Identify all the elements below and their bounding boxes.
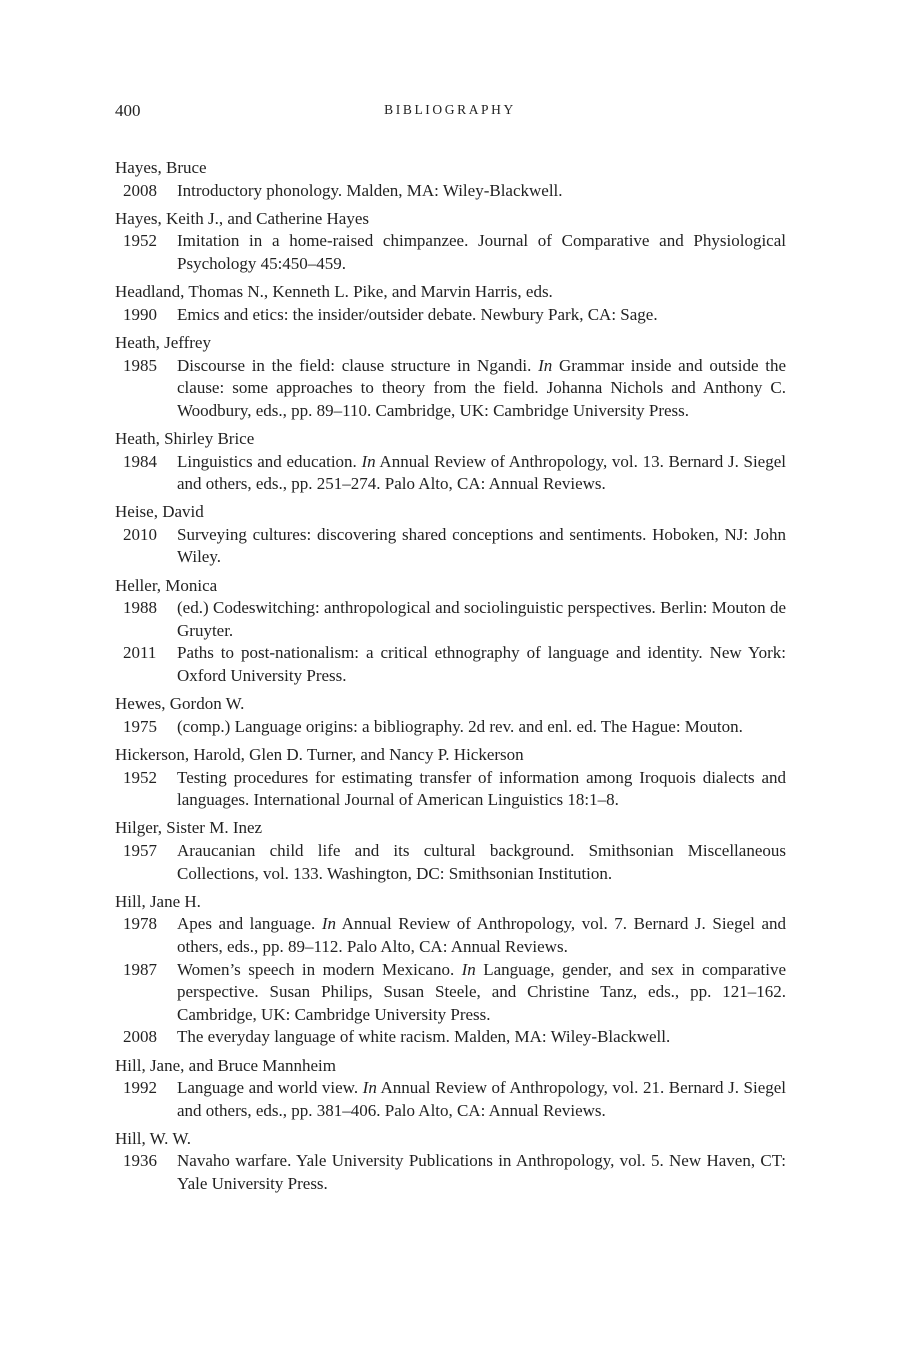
page-header — [115, 101, 785, 123]
reference-text: Testing procedures for estimating transfer of information among Iroquois dialects and languages. International Journal of American Linguistics 18:1–8. — [177, 767, 786, 810]
work-year: 2010 — [123, 524, 157, 544]
reference-text: Women’s speech in modern Mexicano. — [177, 959, 462, 979]
entry-works — [115, 767, 786, 812]
entry-work — [115, 304, 786, 327]
bibliography-entry — [115, 1128, 786, 1196]
reference-text-continued: Grammar inside and outside the clause: some approaches to theory from the field. Johanna Nichols and Anthony C. Woodbury, eds., pp. 89–110. Cambridge, UK: Cambridge University Press. — [177, 355, 786, 420]
bibliography-entry — [115, 501, 786, 569]
bibliography-entry — [115, 208, 786, 276]
entry-works — [115, 180, 786, 203]
work-year: 1952 — [123, 231, 157, 251]
entry-work — [115, 959, 786, 1027]
reference-text: Paths to post-nationalism: a critical ethnography of language and identity. New York: Oxford University Press. — [177, 643, 786, 686]
work-year: 1987 — [123, 959, 157, 979]
reference-text-continued: Annual Review of Anthropology, vol. 13. Bernard J. Siegel and others, eds., pp. 251–274. Palo Alto, CA: Annual Reviews. — [177, 451, 786, 494]
work-reference — [177, 304, 786, 327]
entry-work — [115, 597, 786, 642]
work-reference — [177, 230, 786, 275]
entry-works — [115, 716, 786, 739]
running-head: BIBLIOGRAPHY — [384, 102, 516, 117]
entry-works — [115, 1077, 786, 1122]
reference-text: Imitation in a home-raised chimpanzee. Journal of Comparative and Physiological Psychology 45:450–459. — [177, 231, 786, 273]
entry-works — [115, 355, 786, 423]
work-reference — [177, 524, 786, 569]
work-reference — [177, 716, 786, 739]
bibliography-entry — [115, 891, 786, 1049]
work-year: 1988 — [123, 598, 157, 618]
entry-author: Hayes, Bruce — [115, 158, 207, 177]
entry-author: Heath, Jeffrey — [115, 332, 211, 352]
entry-author: Heller, Monica — [115, 575, 218, 595]
entry-author: Hickerson, Harold, Glen D. Turner, and Nancy P. Hickerson — [115, 745, 524, 764]
entry-work — [115, 230, 786, 275]
entry-work — [115, 642, 786, 687]
bibliography-entry — [115, 1055, 786, 1123]
entry-author: Hill, W. W. — [115, 1128, 192, 1148]
reference-text: Navaho warfare. Yale University Publications in Anthropology, vol. 5. New Haven, CT: Yale University Press. — [177, 1151, 786, 1194]
work-reference — [177, 840, 786, 885]
reference-text: Language and world view. — [177, 1078, 363, 1098]
reference-text: Emics and etics: the insider/outsider debate. Newbury Park, CA: Sage. — [177, 304, 658, 324]
entry-works — [115, 230, 786, 275]
work-reference — [177, 1150, 786, 1195]
bibliography-entry — [115, 428, 786, 496]
reference-in-marker: In — [361, 451, 376, 471]
reference-text: The everyday language of white racism. Malden, MA: Wiley-Blackwell. — [177, 1027, 671, 1047]
reference-text-continued: Language, gender, and sex in comparative perspective. Susan Philips, Susan Steele, and Christine Tanz, eds., pp. 121–162. Cambridge, UK: Cambridge University Press. — [177, 959, 786, 1024]
entry-author: Hilger, Sister M. Inez — [115, 818, 263, 838]
reference-in-marker: In — [538, 355, 553, 375]
bibliography-list — [115, 157, 786, 1201]
entry-work — [115, 840, 786, 885]
reference-text-continued: Annual Review of Anthropology, vol. 21. Bernard J. Siegel and others, eds., pp. 381–406. Palo Alto, CA: Annual Reviews. — [177, 1078, 787, 1120]
work-year: 1990 — [123, 304, 157, 324]
work-year: 2008 — [123, 180, 157, 200]
work-reference — [177, 180, 786, 203]
entry-author: Hill, Jane, and Bruce Mannheim — [115, 1055, 336, 1075]
work-reference — [177, 355, 786, 423]
work-reference — [177, 451, 786, 496]
reference-text: (ed.) Codeswitching: anthropological and sociolinguistic perspectives. Berlin: Mouton de Gruyter. — [177, 598, 786, 640]
reference-text-continued: Annual Review of Anthropology, vol. 7. Bernard J. Siegel and others, eds., pp. 89–112. Palo Alto, CA: Annual Reviews. — [177, 914, 787, 956]
entry-works — [115, 451, 786, 496]
entry-work — [115, 355, 786, 423]
reference-in-marker: In — [362, 1078, 377, 1098]
entry-works — [115, 597, 786, 687]
work-year: 1957 — [123, 840, 157, 860]
entry-work — [115, 716, 786, 739]
entry-works — [115, 1150, 786, 1195]
entry-work — [115, 913, 786, 958]
entry-author: Hewes, Gordon W. — [115, 694, 245, 714]
work-reference — [177, 597, 786, 642]
entry-works — [115, 524, 786, 569]
work-year: 2008 — [123, 1027, 157, 1047]
reference-in-marker: In — [321, 914, 337, 934]
bibliography-entry — [115, 575, 786, 688]
work-year: 1978 — [123, 914, 157, 934]
work-reference — [177, 1026, 786, 1049]
work-year: 1992 — [123, 1078, 157, 1098]
entry-author: Heise, David — [115, 502, 204, 522]
work-year: 1952 — [123, 767, 157, 787]
bibliography-entry — [115, 281, 786, 326]
entry-work — [115, 767, 786, 812]
entry-works — [115, 840, 786, 885]
work-reference — [177, 642, 786, 687]
reference-in-marker: In — [461, 959, 476, 979]
work-reference — [177, 959, 786, 1027]
bibliography-entry — [115, 693, 786, 738]
work-year: 1984 — [123, 451, 157, 471]
page-number: 400 — [115, 101, 141, 120]
work-year: 2011 — [123, 643, 157, 663]
reference-text: (comp.) Language origins: a bibliography. 2d rev. and enl. ed. The Hague: Mouton. — [177, 716, 743, 736]
reference-text: Introductory phonology. Malden, MA: Wiley-Blackwell. — [177, 180, 563, 200]
work-reference — [177, 767, 786, 812]
bibliography-entry — [115, 157, 786, 202]
entry-author: Hayes, Keith J., and Catherine Hayes — [115, 208, 369, 228]
entry-work — [115, 1150, 786, 1195]
entry-works — [115, 304, 786, 327]
entry-author: Hill, Jane H. — [115, 891, 201, 911]
reference-text: Discourse in the field: clause structure in Ngandi. — [177, 355, 539, 375]
work-reference — [177, 913, 786, 958]
entry-author: Heath, Shirley Brice — [115, 428, 255, 448]
work-year: 1936 — [123, 1151, 157, 1171]
reference-text: Surveying cultures: discovering shared conceptions and sentiments. Hoboken, NJ: John Wiley. — [177, 524, 786, 567]
reference-text: Apes and language. — [177, 914, 322, 934]
work-year: 1975 — [123, 716, 157, 736]
entry-work — [115, 451, 786, 496]
entry-work — [115, 524, 786, 569]
entry-work — [115, 1077, 786, 1122]
bibliography-entry — [115, 817, 786, 885]
work-reference — [177, 1077, 786, 1122]
entry-work — [115, 180, 786, 203]
entry-work — [115, 1026, 786, 1049]
reference-text: Araucanian child life and its cultural background. Smithsonian Miscellaneous Collections, vol. 133. Washington, DC: Smithsonian Institution. — [177, 840, 786, 883]
entry-author: Headland, Thomas N., Kenneth L. Pike, and Marvin Harris, eds. — [115, 282, 553, 302]
reference-text: Linguistics and education. — [177, 451, 362, 471]
entry-works — [115, 913, 786, 1049]
bibliography-entry — [115, 332, 786, 422]
bibliography-entry — [115, 744, 786, 812]
work-year: 1985 — [123, 355, 157, 375]
